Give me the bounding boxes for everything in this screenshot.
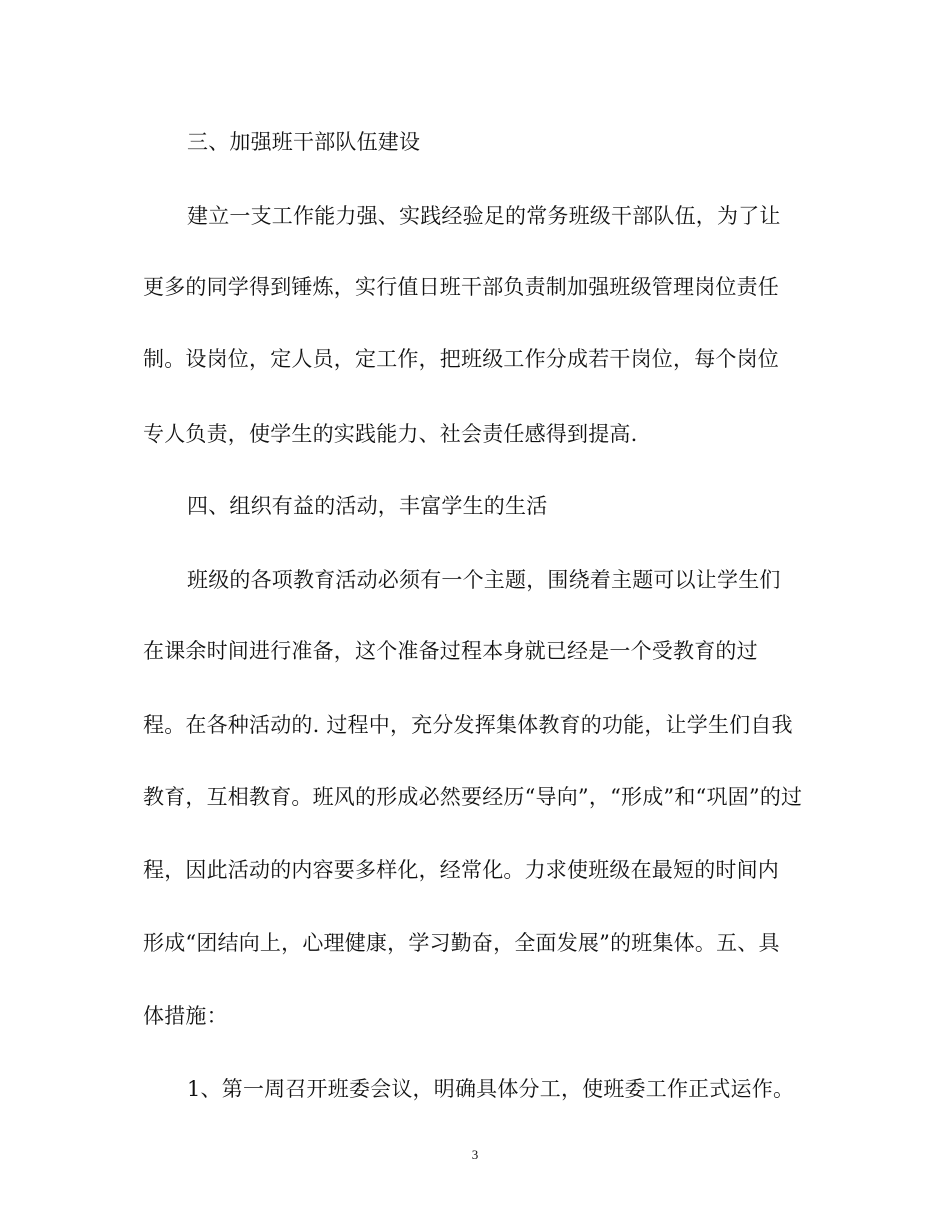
paragraph-line: 班级的各项教育活动必须有一个主题，围绕着主题可以让学生们 <box>187 568 781 592</box>
paragraph-line: 程，因此活动的内容要多样化，经常化。力求使班级在最短的时间内 <box>143 858 779 882</box>
paragraph-line: 教育，互相教育。班风的形成必然要经历“导向”，“形成”和“巩固”的过 <box>143 785 803 809</box>
paragraph-line: 更多的同学得到锤炼，实行值日班干部负责制加强班级管理岗位责任 <box>143 275 779 299</box>
paragraph-line: 体措施： <box>143 1004 228 1028</box>
section-heading-4: 四、组织有益的活动，丰富学生的生活 <box>187 494 548 518</box>
paragraph-line: 专人负责，使学生的实践能力、社会责任感得到提高. <box>143 422 638 446</box>
paragraph-line: 程。在各种活动的. 过程中，充分发挥集体教育的功能，让学生们自我 <box>143 713 793 737</box>
paragraph-line: 制。设岗位，定人员，定工作，把班级工作分成若干岗位，每个岗位 <box>143 347 779 371</box>
paragraph-line: 建立一支工作能力强、实践经验足的常务班级干部队伍，为了让 <box>187 204 781 228</box>
page-number: 3 <box>471 1147 479 1162</box>
paragraph-line: 在课余时间进行准备，这个准备过程本身就已经是一个受教育的过 <box>143 639 758 663</box>
list-item-1: 1、第一周召开班委会议，明确具体分工，使班委工作正式运作。 <box>187 1077 795 1101</box>
paragraph-line: 形成“团结向上，心理健康，学习勤奋，全面发展”的班集体。五、具 <box>143 931 780 955</box>
section-heading-3: 三、加强班干部队伍建设 <box>187 130 421 154</box>
